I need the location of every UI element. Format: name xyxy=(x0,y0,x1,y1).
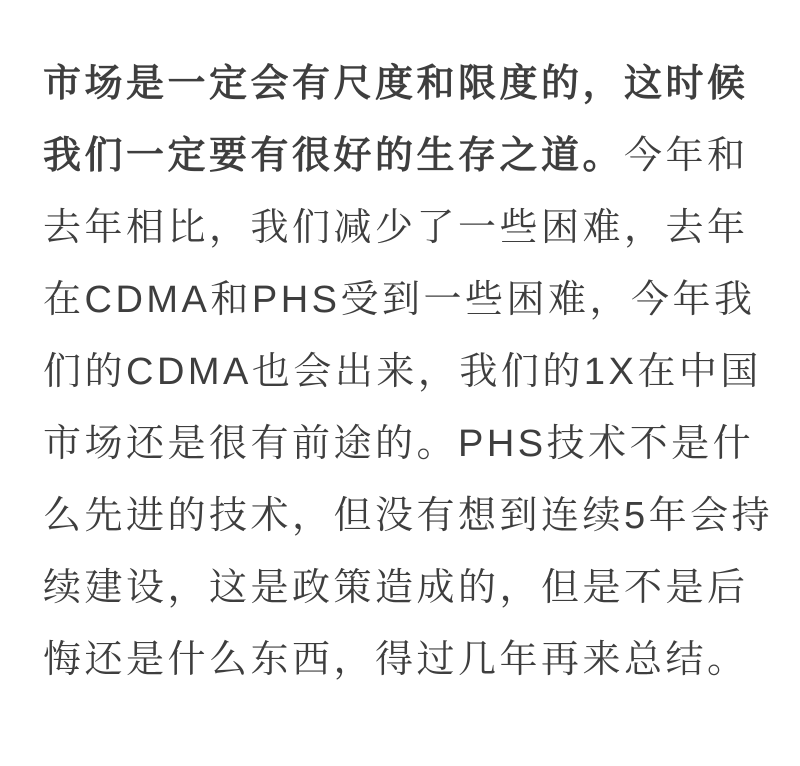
regular-text-segment: 悔还是什么东西，得过几年再来总结。 xyxy=(43,639,749,681)
bold-text-segment: 市场是一定会有尺度和限度的，这时候 xyxy=(43,63,749,105)
text-line xyxy=(43,264,757,336)
text-line xyxy=(43,192,757,264)
regular-text-segment: 在CDMA和PHS受到一些困难，今年我 xyxy=(43,279,756,321)
bold-text-segment: 我们一定要有很好的生存之道。 xyxy=(43,135,625,177)
regular-text-segment: 市场还是很有前途的。PHS技术不是什 xyxy=(43,423,755,465)
regular-text-segment: 们的CDMA也会出来，我们的1X在中国 xyxy=(43,351,762,393)
text-line xyxy=(43,624,757,696)
text-line xyxy=(43,48,757,120)
regular-text-segment: 去年相比，我们减少了一些困难，去年 xyxy=(43,207,749,249)
text-line xyxy=(43,552,757,624)
regular-text-segment: 么先进的技术，但没有想到连续5年会持 xyxy=(43,495,774,537)
text-line xyxy=(43,408,757,480)
text-line xyxy=(43,480,774,552)
regular-text-segment: 续建设，这是政策造成的，但是不是后 xyxy=(43,567,749,609)
text-line xyxy=(43,120,757,192)
text-line xyxy=(43,336,762,408)
regular-text-segment: 今年和 xyxy=(624,135,749,177)
